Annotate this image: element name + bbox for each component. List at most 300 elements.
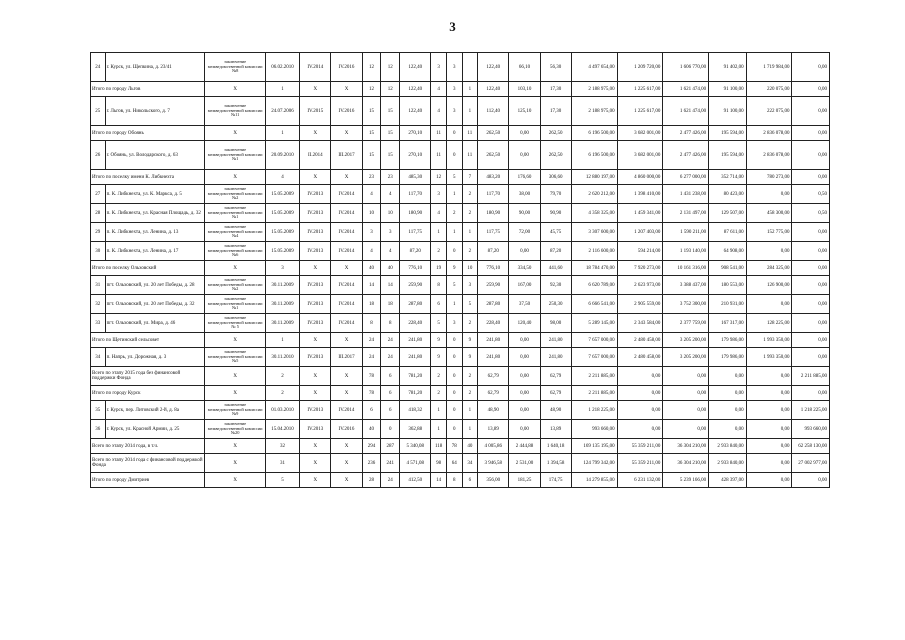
table-cell: 781,20 — [400, 386, 431, 401]
table-cell: 195 594,00 — [709, 141, 746, 170]
table-cell: 87,20 — [540, 242, 571, 261]
address-cell: пгт. Ольховский, ул. 20 лет Победы, д. 28 — [105, 276, 205, 295]
table-cell — [462, 53, 478, 82]
address-cell: г. Курск, пер. Литовский 2-й, д. 8а — [105, 401, 205, 420]
table-cell: IV.2013 — [300, 295, 331, 314]
table-cell: 6 196 500,00 — [571, 141, 617, 170]
table-cell: 62,79 — [478, 367, 509, 386]
table-cell: 0,00 — [746, 420, 792, 439]
table-cell: 15.05.2009 — [265, 242, 299, 261]
table-cell: Х — [300, 439, 331, 454]
table-cell: 6 — [462, 473, 478, 488]
table-row-total — [91, 386, 830, 401]
table-cell: 0,00 — [509, 367, 540, 386]
table-cell: IV.2016 — [331, 53, 362, 82]
table-cell: 167 317,00 — [709, 314, 746, 333]
table-cell: 4 — [381, 185, 400, 204]
table-cell: 117,75 — [400, 223, 431, 242]
table-cell: 14 — [362, 276, 381, 295]
table-row — [91, 141, 830, 170]
table-cell: 6 231 132,00 — [617, 473, 663, 488]
table-cell: 40 — [362, 261, 381, 276]
table-cell: IV.2016 — [331, 97, 362, 126]
table-row — [91, 223, 830, 242]
table-cell: 8 — [431, 276, 447, 295]
table-cell: 241,80 — [400, 333, 431, 348]
table-cell: 2 905 559,00 — [617, 295, 663, 314]
table-cell: 485,30 — [400, 170, 431, 185]
table-cell: 4 — [265, 170, 299, 185]
table-cell: 3 — [446, 82, 462, 97]
table-cell: 98,00 — [540, 314, 571, 333]
table-cell: 1 431 238,00 — [663, 185, 709, 204]
table-cell: 112,40 — [478, 97, 509, 126]
table-cell: 128 225,00 — [746, 314, 792, 333]
table-cell: 356,00 — [478, 473, 509, 488]
table-cell: 2 933 840,00 — [709, 454, 746, 473]
table-cell: 0,00 — [792, 223, 830, 242]
table-cell: 781,20 — [400, 367, 431, 386]
table-cell: 0,00 — [509, 348, 540, 367]
table-cell: 14 279 855,00 — [571, 473, 617, 488]
basis-cell: заключение межведомственной комиссии №2 — [205, 185, 265, 204]
table-cell: 2 — [462, 386, 478, 401]
table-cell: 3 — [381, 223, 400, 242]
table-row-total — [91, 126, 830, 141]
table-cell: 2 211 885,00 — [571, 367, 617, 386]
table-cell: 3 388 437,00 — [663, 276, 709, 295]
table-cell: 179 986,00 — [709, 333, 746, 348]
table-cell: 18 — [362, 295, 381, 314]
table-row — [91, 204, 830, 223]
table-cell: 15 — [362, 141, 381, 170]
table-cell: Х — [300, 386, 331, 401]
table-cell: 14 — [381, 276, 400, 295]
table-cell: 10 — [381, 204, 400, 223]
table-cell: 26 — [91, 141, 106, 170]
table-cell: 32 — [91, 295, 106, 314]
table-cell: 3 205 200,00 — [663, 333, 709, 348]
table-cell: 1 218 225,00 — [571, 401, 617, 420]
table-cell: 7 657 000,00 — [571, 348, 617, 367]
table-cell: 2 — [265, 367, 299, 386]
table-cell: 0,00 — [792, 386, 830, 401]
table-cell: 228,40 — [478, 314, 509, 333]
table-cell: 262,50 — [540, 126, 571, 141]
table-cell: 362,88 — [400, 420, 431, 439]
table-cell: 56,30 — [540, 53, 571, 82]
table-cell: 12 — [381, 53, 400, 82]
table-cell: 2 — [462, 367, 478, 386]
table-cell: IV.2013 — [300, 242, 331, 261]
table-cell: 1 394,58 — [540, 454, 571, 473]
table-cell: 1 — [462, 223, 478, 242]
table-cell: Х — [331, 170, 362, 185]
table-cell: II.2014 — [300, 141, 331, 170]
table-cell: IV.2013 — [300, 276, 331, 295]
table-cell: 1 — [431, 223, 447, 242]
table-cell: 3 — [431, 185, 447, 204]
table-cell: 14 — [431, 473, 447, 488]
table-cell: Х — [300, 367, 331, 386]
table-row-total — [91, 367, 830, 386]
table-cell: 1 606 770,00 — [663, 53, 709, 82]
address-cell: пгт. Ольховский, ул. Мира, д. 46 — [105, 314, 205, 333]
table-cell: 441,60 — [540, 261, 571, 276]
table-cell: 0,00 — [509, 386, 540, 401]
table-cell: Х — [205, 454, 265, 473]
table-cell: 1 — [265, 333, 299, 348]
table-cell: Х — [205, 126, 265, 141]
address-cell: г. Обоянь, ул. Володарского, д. 63 — [105, 141, 205, 170]
total-label-cell: Всего по этапу 2014 года с финансовой поддержкой Фонда — [91, 454, 205, 473]
table-cell: 24 — [91, 53, 106, 82]
table-cell: 1 — [446, 185, 462, 204]
table-cell: 98 — [431, 454, 447, 473]
table-cell: 80 423,00 — [709, 185, 746, 204]
table-cell: 3 307 600,00 — [571, 223, 617, 242]
table-cell: 270,10 — [400, 126, 431, 141]
table-cell: 4 005,86 — [478, 439, 509, 454]
table-cell: 4 — [381, 242, 400, 261]
table-cell: 24 — [362, 348, 381, 367]
table-cell: 15.05.2009 — [265, 223, 299, 242]
table-cell: Х — [205, 170, 265, 185]
table-cell: 594 214,00 — [617, 242, 663, 261]
total-label-cell: Всего по этапу 2015 года без финансовой поддержки Фонда — [91, 367, 205, 386]
table-cell: 0,00 — [509, 126, 540, 141]
table-row — [91, 185, 830, 204]
table-cell: 34 — [91, 348, 106, 367]
table-cell: 0,00 — [709, 401, 746, 420]
table-cell: 3 682 001,00 — [617, 141, 663, 170]
table-cell: 8 — [446, 473, 462, 488]
table-cell: 0,00 — [792, 97, 830, 126]
table-row-total — [91, 261, 830, 276]
table-cell: 30.11.2010 — [265, 348, 299, 367]
table-cell: 91 100,00 — [709, 82, 746, 97]
table-cell: IV.2014 — [331, 295, 362, 314]
table-cell: 78 — [446, 439, 462, 454]
basis-cell: заключение межведомственной комиссии №1 — [205, 204, 265, 223]
table-cell: 24 — [381, 473, 400, 488]
table-cell: Х — [205, 473, 265, 488]
table-cell: 31 — [91, 276, 106, 295]
table-cell: 169 135 195,00 — [571, 439, 617, 454]
table-cell: IV.2014 — [300, 53, 331, 82]
table-cell: 6 — [362, 401, 381, 420]
table-row — [91, 97, 830, 126]
table-cell: 18 — [381, 295, 400, 314]
table-cell: IV.2013 — [300, 223, 331, 242]
table-cell: 0,00 — [746, 242, 792, 261]
table-cell: 9 — [446, 261, 462, 276]
table-cell: 34 — [462, 454, 478, 473]
table-cell: 0,00 — [709, 386, 746, 401]
table-cell: 259,90 — [400, 276, 431, 295]
table-cell: Х — [300, 473, 331, 488]
table-cell: 5 289 145,00 — [571, 314, 617, 333]
table-cell: III.2017 — [331, 348, 362, 367]
table-cell: 0,00 — [792, 333, 830, 348]
table-cell: 2 — [462, 242, 478, 261]
table-cell: 5 — [446, 276, 462, 295]
table-cell: 2 — [462, 185, 478, 204]
table-cell: 0,00 — [617, 420, 663, 439]
table-cell: 262,50 — [478, 141, 509, 170]
table-cell: 270,10 — [400, 141, 431, 170]
table-cell: 2 211 885,00 — [571, 386, 617, 401]
address-cell: г. Льгов, ул. Никольского, д. 7 — [105, 97, 205, 126]
table-cell: 2 836 078,00 — [746, 126, 792, 141]
table-cell: Х — [205, 82, 265, 97]
table-cell: 4 860 000,00 — [617, 170, 663, 185]
total-label-cell: Итого по городу Обоянь — [91, 126, 205, 141]
table-cell: 1 993 350,00 — [746, 333, 792, 348]
table-cell: 55 359 211,00 — [617, 454, 663, 473]
table-cell: 0,00 — [746, 473, 792, 488]
table-cell: 29 — [91, 223, 106, 242]
table-cell: 1 719 984,00 — [746, 53, 792, 82]
table-cell: 23 — [362, 170, 381, 185]
table-cell: 241,80 — [400, 348, 431, 367]
table-cell: 06.02.2010 — [265, 53, 299, 82]
table-cell: 2 620 212,00 — [571, 185, 617, 204]
table-cell: Х — [331, 454, 362, 473]
table-cell: 0,50 — [792, 185, 830, 204]
table-row — [91, 314, 830, 333]
table-cell: 36 304 210,00 — [663, 439, 709, 454]
table-cell: 262,50 — [478, 126, 509, 141]
table-cell: 4 — [431, 82, 447, 97]
table-cell: 120,40 — [509, 314, 540, 333]
table-cell: 62,79 — [540, 386, 571, 401]
table-row — [91, 348, 830, 367]
table-cell: 220 075,00 — [746, 82, 792, 97]
table-cell: 38,00 — [509, 185, 540, 204]
table-cell: 0,00 — [746, 454, 792, 473]
table-cell: 0,50 — [792, 204, 830, 223]
table-cell: Х — [331, 82, 362, 97]
table-cell: 0 — [446, 348, 462, 367]
table-cell: 241,80 — [540, 333, 571, 348]
table-cell: 92,30 — [540, 276, 571, 295]
table-cell: 180,90 — [478, 204, 509, 223]
table-cell: 7 657 000,00 — [571, 333, 617, 348]
table-cell: 2 377 759,00 — [663, 314, 709, 333]
table-cell: 1 398 410,00 — [617, 185, 663, 204]
table-cell: 90,00 — [509, 204, 540, 223]
table-cell: 1 — [446, 295, 462, 314]
table-cell: 4 571,08 — [400, 454, 431, 473]
table-cell: 33 — [91, 314, 106, 333]
table-cell: 5 239 166,00 — [663, 473, 709, 488]
address-cell: п. К. Либкнехта, ул. Ленина, д. 17 — [105, 242, 205, 261]
total-label-cell: Всего по этапу 2014 года, в т.ч. — [91, 439, 205, 454]
table-cell: 37,50 — [509, 295, 540, 314]
table-cell: 0,00 — [792, 261, 830, 276]
table-row — [91, 295, 830, 314]
table-cell: 2 188 975,00 — [571, 82, 617, 97]
table-cell: 5 — [431, 314, 447, 333]
table-cell: Х — [205, 386, 265, 401]
table-cell: 28 — [91, 204, 106, 223]
table-cell: 30.11.2009 — [265, 276, 299, 295]
table-cell: 3 — [446, 53, 462, 82]
table-cell: 428 397,00 — [709, 473, 746, 488]
table-cell: 2 444,88 — [509, 439, 540, 454]
table-cell: 79,70 — [540, 185, 571, 204]
table-cell: 0,00 — [746, 295, 792, 314]
table-cell: 12 880 197,00 — [571, 170, 617, 185]
table-cell: 2 — [431, 386, 447, 401]
table-cell: 3 — [446, 314, 462, 333]
table-cell: 0 — [446, 420, 462, 439]
table-cell: 15 — [381, 126, 400, 141]
data-table — [90, 52, 830, 488]
table-cell: 30 — [91, 242, 106, 261]
table-cell: 780 273,00 — [746, 170, 792, 185]
table-cell: 0,00 — [709, 367, 746, 386]
table-cell: 0,00 — [663, 420, 709, 439]
table-cell: 24 — [362, 333, 381, 348]
table-cell: 1 225 617,00 — [617, 82, 663, 97]
table-cell: 458 300,00 — [746, 204, 792, 223]
table-cell: 19 — [431, 261, 447, 276]
table-cell: 241,80 — [478, 333, 509, 348]
table-cell: 2 477 426,00 — [663, 126, 709, 141]
table-cell: 2 — [431, 242, 447, 261]
table-cell: 259,90 — [478, 276, 509, 295]
table-cell: 5 — [265, 473, 299, 488]
table-cell: 0,00 — [792, 314, 830, 333]
page-number: 3 — [449, 19, 456, 34]
table-cell: 6 277 000,00 — [663, 170, 709, 185]
table-cell: 13,89 — [478, 420, 509, 439]
table-cell: 48,90 — [478, 401, 509, 420]
table-row-total — [91, 82, 830, 97]
table-cell: 0,00 — [792, 242, 830, 261]
table-cell: 180 553,00 — [709, 276, 746, 295]
table-cell: 5 — [446, 170, 462, 185]
table-cell: 0,00 — [792, 126, 830, 141]
table-cell: 122,40 — [400, 97, 431, 126]
table-cell: 117,70 — [400, 185, 431, 204]
table-row — [91, 401, 830, 420]
table-cell: 117,75 — [478, 223, 509, 242]
table-cell: 9 — [462, 333, 478, 348]
table-cell: 2 211 885,00 — [792, 367, 830, 386]
table-cell: 3 205 200,00 — [663, 348, 709, 367]
table-cell: 40 — [462, 439, 478, 454]
table-cell: Х — [331, 367, 362, 386]
table-cell: 1 — [446, 223, 462, 242]
basis-cell: заключение межведомственной комиссии №1 — [205, 295, 265, 314]
table-cell: 40 — [381, 261, 400, 276]
table-cell: 152 775,00 — [746, 223, 792, 242]
table-cell: 287 — [381, 439, 400, 454]
table-cell: 2 343 584,00 — [617, 314, 663, 333]
table-cell: 30.11.2009 — [265, 314, 299, 333]
table-cell: 0,00 — [663, 367, 709, 386]
table-cell: 2 933 840,00 — [709, 439, 746, 454]
table-row-total — [91, 473, 830, 488]
table-cell: 179 986,00 — [709, 348, 746, 367]
table-cell: 48,90 — [540, 401, 571, 420]
table-cell: 2 836 078,00 — [746, 141, 792, 170]
table-cell: 0 — [446, 367, 462, 386]
table-cell: 23 — [381, 170, 400, 185]
table-cell: 10 161 316,00 — [663, 261, 709, 276]
table-cell: 0 — [446, 333, 462, 348]
table-cell: 3 752 300,00 — [663, 295, 709, 314]
table-cell: 30.11.2009 — [265, 295, 299, 314]
table-cell: 12 — [381, 82, 400, 97]
table-cell: 1 — [431, 401, 447, 420]
table-cell: 90,90 — [540, 204, 571, 223]
table-cell: 62,79 — [540, 367, 571, 386]
table-cell: 287,80 — [400, 295, 431, 314]
table-cell: 126 900,00 — [746, 276, 792, 295]
table-cell: 0,00 — [792, 276, 830, 295]
table-cell: 776,10 — [400, 261, 431, 276]
table-cell: 0,00 — [509, 333, 540, 348]
table-cell: 122,40 — [400, 53, 431, 82]
table-cell: 0,00 — [509, 401, 540, 420]
table-cell: 6 — [431, 295, 447, 314]
table-cell: 11 — [431, 141, 447, 170]
table-cell: III.2017 — [331, 141, 362, 170]
table-cell: 1 — [462, 401, 478, 420]
table-cell: Х — [300, 170, 331, 185]
table-cell: 9 — [431, 348, 447, 367]
table-cell: 2 188 975,00 — [571, 97, 617, 126]
table-cell: 0 — [446, 242, 462, 261]
table-cell: 1 225 617,00 — [617, 97, 663, 126]
table-cell: IV.2013 — [300, 348, 331, 367]
table-cell: 210 931,00 — [709, 295, 746, 314]
table-cell: 4 — [362, 185, 381, 204]
table-cell: 0,00 — [709, 420, 746, 439]
table-cell: IV.2014 — [331, 185, 362, 204]
table-cell: 7 920 273,00 — [617, 261, 663, 276]
table-cell: 13,89 — [540, 420, 571, 439]
table-cell: 241,80 — [478, 348, 509, 367]
table-row — [91, 242, 830, 261]
table-cell: 11 — [431, 126, 447, 141]
table-cell: IV.2014 — [331, 242, 362, 261]
table-cell: 78 — [362, 386, 381, 401]
table-cell: 25 — [91, 97, 106, 126]
table-cell: 5 — [462, 295, 478, 314]
table-cell: 174,75 — [540, 473, 571, 488]
table-cell: 0,00 — [746, 185, 792, 204]
table-cell: IV.2013 — [300, 401, 331, 420]
table-cell: 64 908,00 — [709, 242, 746, 261]
table-cell: Х — [331, 126, 362, 141]
housing-resettlement-table — [90, 52, 830, 488]
table-cell: 2 — [462, 314, 478, 333]
table-row-total — [91, 454, 830, 473]
table-cell: 2 131 497,00 — [663, 204, 709, 223]
basis-cell: заключение межведомственной комиссии №5 — [205, 348, 265, 367]
table-cell: Х — [331, 333, 362, 348]
table-cell: 2 477 426,00 — [663, 141, 709, 170]
address-cell: пгт. Ольховский, ул. 20 лет Победы, д. 32 — [105, 295, 205, 314]
address-cell: п. К. Либкнехта, ул. Ленина, д. 13 — [105, 223, 205, 242]
table-row-total — [91, 439, 830, 454]
table-cell: 993 660,00 — [571, 420, 617, 439]
